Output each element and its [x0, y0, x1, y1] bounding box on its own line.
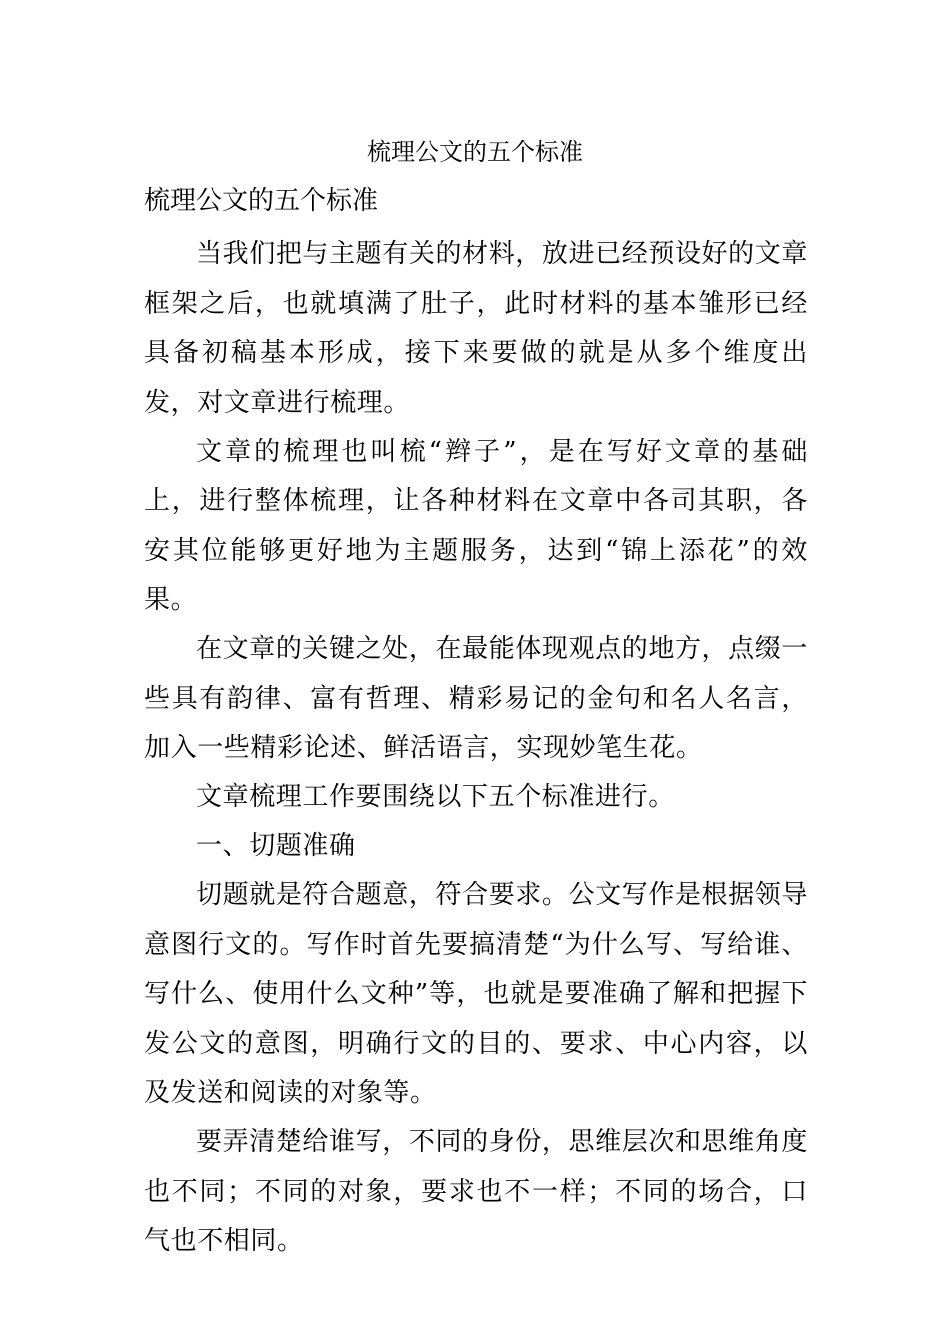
paragraph: 在文章的关键之处，在最能体现观点的地方，点缀一些具有韵律、富有哲理、精彩易记的金句和名人名言，加入一些精彩论述、鲜活语言，实现妙笔生花。 [144, 634, 808, 763]
paragraph: 文章的梳理也叫梳“辫子”，是在写好文章的基础上，进行整体梳理，让各种材料在文章中各司其职，各安其位能够更好地为主题服务，达到“锦上添花”的效果。 [144, 436, 809, 615]
section-heading: 一、切题准确 [196, 831, 356, 861]
document-body [144, 180, 808, 1266]
paragraph: 当我们把与主题有关的材料，放进已经预设好的文章框架之后，也就填满了肚子，此时材料的基本雏形已经具备初稿基本形成，接下来要做的就是从多个维度出发，对文章进行梳理。 [144, 239, 808, 418]
document-title: 梳理公文的五个标准 [367, 138, 583, 166]
document-subtitle: 梳理公文的五个标准 [144, 186, 379, 216]
paragraph: 切题就是符合题意，符合要求。公文写作是根据领导意图行文的。写作时首先要搞清楚“为什么写、写给谁、写什么、使用什么文种”等，也就是要准确了解和把握下发公文的意图，明确行文的目的、要求、中心内容，以及发送和阅读的对象等。 [144, 880, 808, 1108]
paragraph: 要弄清楚给谁写，不同的身份，思维层次和思维角度也不同；不同的对象，要求也不一样；不同的场合，口气也不相同。 [144, 1127, 808, 1256]
paragraph: 文章梳理工作要围绕以下五个标准进行。 [196, 782, 675, 812]
